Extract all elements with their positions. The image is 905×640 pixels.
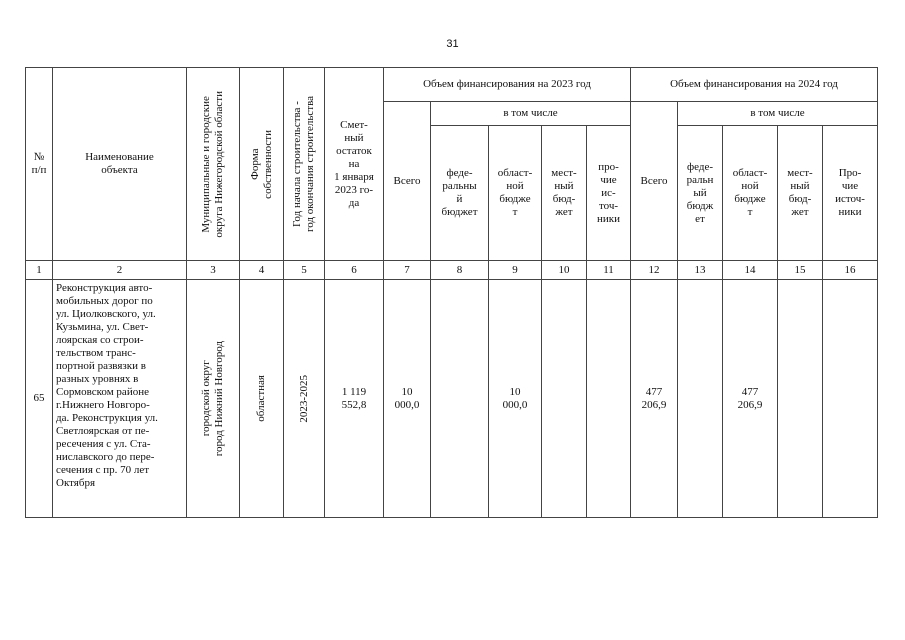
local-2024-value [778,280,823,518]
header-other-2023: про- чие ис- точ- ники [587,126,631,261]
header-fin-2023: Объем финансирования на 2023 год [384,68,631,102]
header-municipality-text: Муниципальные и городские округа Нижегородской области [200,90,225,238]
object-name: Реконструкция авто- мобильных дорог по ул. Циолковского, ул. Кузьмина, ул. Свет- лоярская со строи- тельством транс- портной развязки в разных уровнях в Сормовском районе г.Нижнего Новгоро- да. Реконструкция ул. Светлоярская от пе- ресечения с ул. Ста- ниславского до пере- сечения с пр. 70 лет Октября [53,280,187,518]
estimate-value: 1 119 552,8 [325,280,384,518]
col-num-11: 11 [587,261,631,280]
ownership-text: областная [255,375,267,422]
col-num-6: 6 [325,261,384,280]
table-row [26,280,878,518]
header-other-2024: Про- чие источ- ники [823,126,878,261]
header-regional-2024: област- ной бюдже т [723,126,778,261]
col-num-8: 8 [431,261,489,280]
row-num: 65 [26,280,53,518]
header-ownership [240,68,284,261]
regional-2023-value: 10 000,0 [489,280,542,518]
header-years-text: Год начала строительства - год окончания строительства [291,96,316,232]
federal-2023-value [431,280,489,518]
header-including-2023: в том числе [431,102,631,126]
col-num-9: 9 [489,261,542,280]
col-num-15: 15 [778,261,823,280]
header-federal-2023: феде- ральны й бюджет [431,126,489,261]
municipality-cell [187,280,240,518]
years-text: 2023-2025 [297,374,310,423]
header-including-2024: в том числе [678,102,878,126]
header-local-2023: мест- ный бюд- жет [542,126,587,261]
other-2023-value [587,280,631,518]
col-num-4: 4 [240,261,284,280]
header-years [284,68,325,261]
col-num-12: 12 [631,261,678,280]
col-num-7: 7 [384,261,431,280]
financing-table [25,67,878,518]
col-num-3: 3 [187,261,240,280]
col-num-1: 1 [26,261,53,280]
header-ownership-text: Форма собственности [248,129,274,199]
years-cell [284,280,325,518]
column-number-row [26,261,878,280]
header-total-2024: Всего [631,102,678,261]
col-num-13: 13 [678,261,723,280]
col-num-14: 14 [723,261,778,280]
regional-2024-value: 477 206,9 [723,280,778,518]
header-name: Наименование объекта [53,68,187,261]
col-num-10: 10 [542,261,587,280]
header-fin-2024: Объем финансирования на 2024 год [631,68,878,102]
page-number: 31 [446,38,459,50]
col-num-16: 16 [823,261,878,280]
ownership-cell [240,280,284,518]
header-estimate: Смет- ный остаток на 1 января 2023 го- да [325,68,384,261]
municipality-text: городской округ город Нижний Новгород [200,340,225,457]
header-municipality [187,68,240,261]
other-2024-value [823,280,878,518]
total-2024-value: 477 206,9 [631,280,678,518]
total-2023-value: 10 000,0 [384,280,431,518]
header-regional-2023: област- ной бюдже т [489,126,542,261]
header-local-2024: мест- ный бюд- жет [778,126,823,261]
local-2023-value [542,280,587,518]
col-num-2: 2 [53,261,187,280]
header-federal-2024: феде- ральн ый бюдж ет [678,126,723,261]
col-num-5: 5 [284,261,325,280]
federal-2024-value [678,280,723,518]
header-total-2023: Всего [384,102,431,261]
header-num: № п/п [26,68,53,261]
